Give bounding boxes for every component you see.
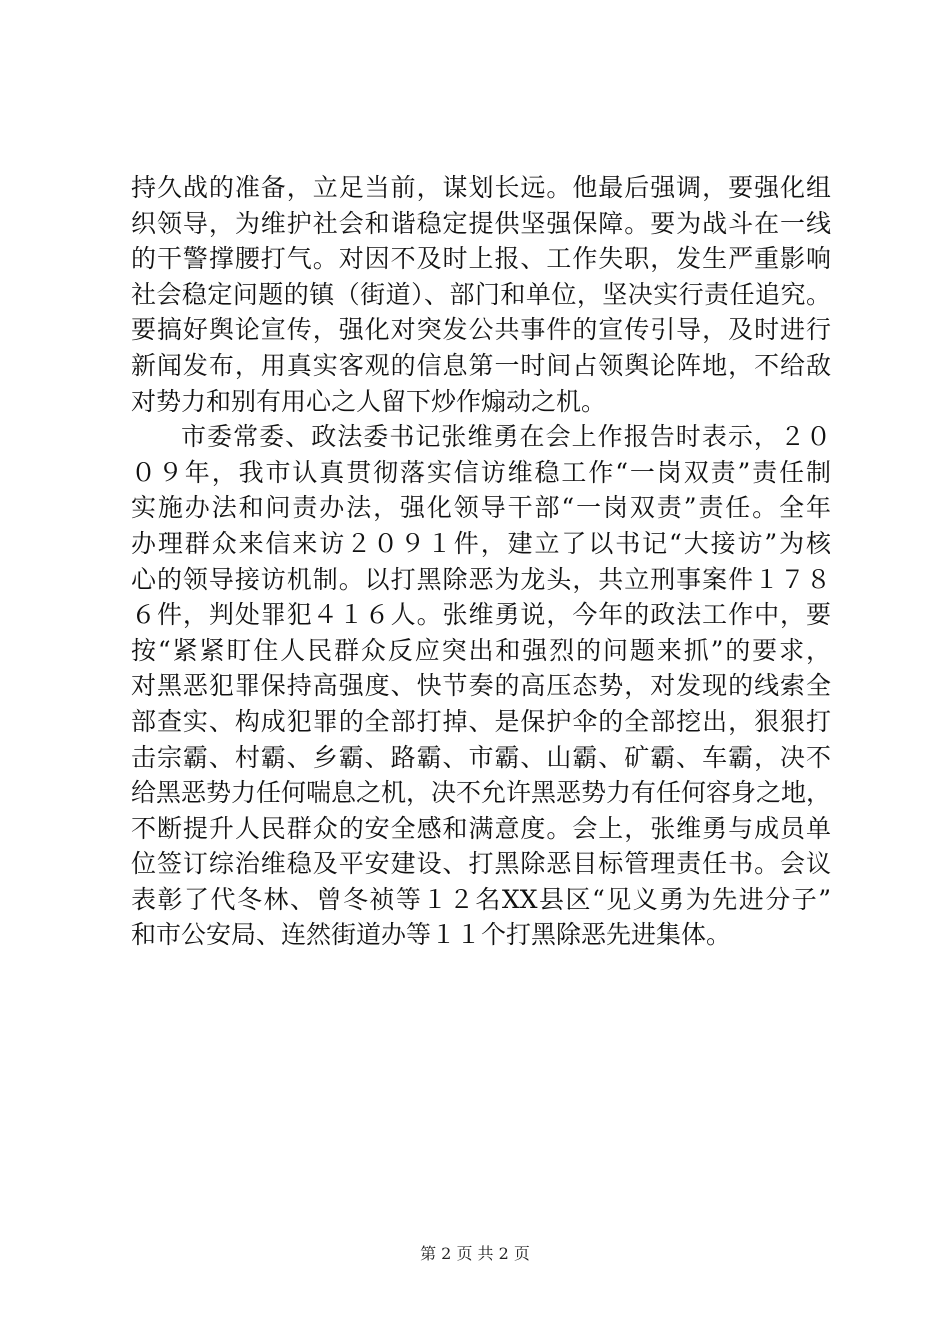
text-line: 实施办法和问责办法，强化领导干部“一岗双责”责任。全年: [131, 493, 831, 523]
text-line: 给黑恶势力任何喘息之机，决不允许黑恶势力有任何容身之地，: [131, 778, 832, 808]
text-line: 对势力和别有用心之人留下炒作煽动之机。: [131, 386, 607, 416]
document-body: [131, 170, 831, 953]
text-line: 部查实、构成犯罪的全部打掉、是保护伞的全部挖出，狠狠打: [131, 706, 831, 736]
text-line: 击宗霸、村霸、乡霸、路霸、市霸、山霸、矿霸、车霸，决不: [131, 742, 831, 772]
text-line: 表彰了代冬林、曾冬祯等１２名XX县区“见义勇为先进分子”: [131, 884, 831, 914]
paragraph: [131, 419, 831, 953]
text-line: 的干警撑腰打气。对因不及时上报、工作失职，发生严重影响: [131, 244, 831, 274]
text-line: 办理群众来信来访２０９１件，建立了以书记“大接访”为核: [131, 528, 831, 558]
text-line: 心的领导接访机制。以打黑除恶为龙头，共立刑事案件１７８: [131, 564, 831, 594]
text-line: 不断提升人民群众的安全感和满意度。会上，张维勇与成员单: [131, 813, 831, 843]
page-number-footer: 第 2 页 共 2 页: [420, 1244, 530, 1263]
text-line: ６件，判处罪犯４１６人。张维勇说，今年的政法工作中，要: [131, 600, 831, 630]
text-line: 社会稳定问题的镇（街道）、部门和单位，坚决实行责任追究。: [131, 279, 831, 309]
text-line: 市委常委、政法委书记张维勇在会上作报告时表示，２０: [181, 422, 831, 452]
text-line: 对黑恶犯罪保持高强度、快节奏的高压态势，对发现的线索全: [131, 671, 831, 701]
text-line: 和市公安局、连然街道办等１１个打黑除恶先进集体。: [131, 920, 732, 950]
text-line: 织领导，为维护社会和谐稳定提供坚强保障。要为战斗在一线: [131, 208, 831, 238]
text-line: ０９年，我市认真贯彻落实信访维稳工作“一岗双责”责任制: [131, 457, 831, 487]
text-line: 按“紧紧盯住人民群众反应突出和强烈的问题来抓”的要求，: [131, 635, 831, 665]
paragraph: [131, 170, 831, 419]
text-line: 位签订综治维稳及平安建设、打黑除恶目标管理责任书。会议: [131, 849, 831, 879]
text-line: 新闻发布，用真实客观的信息第一时间占领舆论阵地，不给敌: [131, 350, 831, 380]
text-line: 持久战的准备，立足当前，谋划长远。他最后强调，要强化组: [131, 173, 831, 202]
text-line: 要搞好舆论宣传，强化对突发公共事件的宣传引导，及时进行: [131, 315, 831, 345]
